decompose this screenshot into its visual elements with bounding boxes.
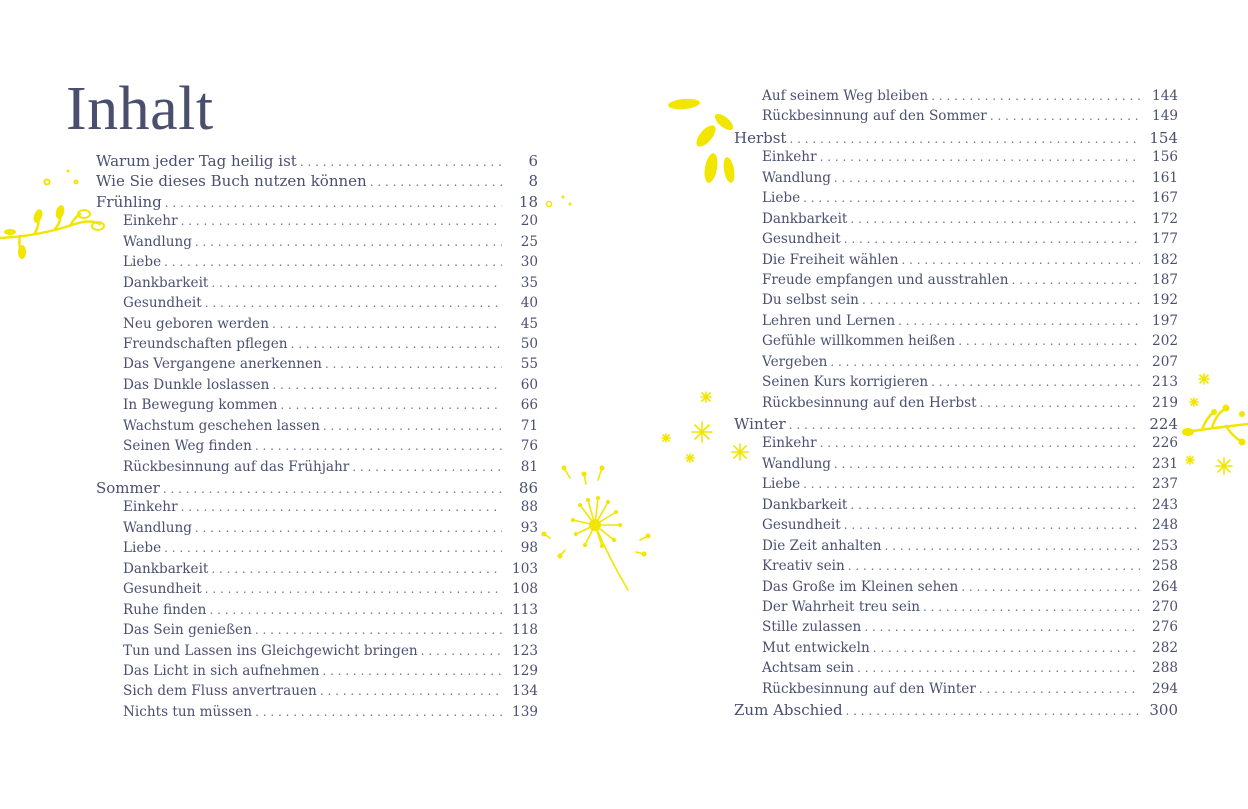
dot-leader bbox=[931, 375, 1140, 389]
dot-leader bbox=[850, 212, 1140, 226]
toc-right-column bbox=[734, 88, 1178, 722]
toc-entry-label: Lehren und Lernen bbox=[762, 313, 898, 329]
toc-page-number: 282 bbox=[1152, 639, 1178, 656]
toc-page-number: 20 bbox=[520, 213, 538, 230]
toc-entry[interactable] bbox=[66, 663, 538, 683]
toc-entry-label: Rückbesinnung auf den Herbst bbox=[762, 395, 980, 411]
dot-leader bbox=[300, 155, 502, 169]
toc-entry[interactable] bbox=[734, 619, 1178, 639]
toc-entry[interactable] bbox=[66, 438, 538, 458]
dot-leader bbox=[211, 562, 502, 576]
toc-entry-label: Liebe bbox=[123, 254, 164, 270]
toc-entry[interactable] bbox=[734, 333, 1178, 353]
dot-leader bbox=[280, 398, 502, 412]
toc-page-number: 243 bbox=[1152, 496, 1178, 513]
dot-leader bbox=[862, 293, 1140, 307]
dot-leader bbox=[789, 418, 1140, 432]
toc-entry-label: Ruhe finden bbox=[123, 602, 209, 618]
toc-entry-label: Wandlung bbox=[123, 234, 195, 250]
toc-entry[interactable] bbox=[66, 316, 538, 336]
toc-entry[interactable] bbox=[734, 231, 1178, 251]
dot-leader bbox=[990, 109, 1140, 123]
spring-branch-icon bbox=[0, 166, 110, 261]
toc-page-number: 248 bbox=[1152, 517, 1178, 534]
toc-page-number: 50 bbox=[520, 335, 538, 352]
toc-entry-label: In Bewegung kommen bbox=[123, 397, 280, 413]
toc-page-number: 144 bbox=[1152, 88, 1178, 104]
dot-leader bbox=[325, 357, 502, 371]
toc-page-number: 118 bbox=[512, 622, 538, 639]
dot-leader bbox=[846, 704, 1140, 718]
toc-entry[interactable] bbox=[66, 683, 538, 703]
toc-page-number: 156 bbox=[1152, 149, 1178, 166]
dot-leader bbox=[164, 255, 502, 269]
toc-page-number: 258 bbox=[1152, 558, 1178, 575]
toc-page-number: 154 bbox=[1149, 128, 1178, 147]
toc-page-number: 55 bbox=[520, 356, 538, 373]
toc-page-number: 172 bbox=[1152, 210, 1178, 227]
dot-leader bbox=[898, 314, 1140, 328]
toc-entry-label: Einkehr bbox=[762, 435, 820, 451]
toc-entry-label: Wie Sie dieses Buch nutzen können bbox=[96, 172, 370, 190]
toc-entry-label: Gefühle willkommen heißen bbox=[762, 333, 958, 349]
toc-entry-label: Gesundheit bbox=[123, 581, 205, 597]
dot-leader bbox=[857, 661, 1140, 675]
toc-entry-label: Sich dem Fluss anvertrauen bbox=[123, 683, 320, 699]
toc-entry-label: Gesundheit bbox=[762, 231, 844, 247]
toc-entry[interactable] bbox=[66, 213, 538, 233]
toc-entry[interactable] bbox=[66, 275, 538, 295]
dot-leader bbox=[421, 644, 502, 658]
dot-leader bbox=[255, 705, 502, 719]
dot-leader bbox=[370, 175, 502, 189]
toc-entry[interactable] bbox=[734, 579, 1178, 599]
snowflakes-icon bbox=[656, 388, 756, 468]
toc-entry-label: Tun und Lassen ins Gleichgewicht bringen bbox=[123, 643, 421, 659]
toc-entry[interactable] bbox=[734, 701, 1178, 721]
toc-entry[interactable] bbox=[66, 622, 538, 642]
toc-page-number: 226 bbox=[1152, 435, 1178, 452]
toc-entry[interactable] bbox=[734, 476, 1178, 496]
toc-page-number: 149 bbox=[1152, 108, 1178, 125]
toc-entry[interactable] bbox=[734, 190, 1178, 210]
toc-page-number: 123 bbox=[512, 642, 538, 659]
toc-page-number: 213 bbox=[1152, 374, 1178, 391]
toc-entry[interactable] bbox=[66, 540, 538, 560]
dot-leader bbox=[323, 419, 502, 433]
dot-leader bbox=[291, 337, 502, 351]
toc-entry[interactable] bbox=[734, 558, 1178, 578]
autumn-leaves-icon bbox=[664, 92, 744, 192]
dot-leader bbox=[820, 436, 1140, 450]
toc-entry-label: Dankbarkeit bbox=[762, 497, 850, 513]
dot-leader bbox=[979, 682, 1140, 696]
toc-page-number: 192 bbox=[1152, 292, 1178, 309]
toc-page-number: 66 bbox=[520, 397, 538, 414]
dot-leader bbox=[873, 641, 1140, 655]
toc-entry[interactable] bbox=[734, 456, 1178, 476]
toc-entry-label: Frühling bbox=[96, 193, 165, 211]
dot-leader bbox=[850, 498, 1140, 512]
toc-entry[interactable] bbox=[66, 193, 538, 213]
toc-entry[interactable] bbox=[66, 377, 538, 397]
toc-page-number: 207 bbox=[1152, 353, 1178, 370]
toc-page-number: 113 bbox=[512, 601, 538, 618]
dot-leader bbox=[958, 334, 1140, 348]
toc-entry[interactable] bbox=[66, 499, 538, 519]
toc-page-number: 288 bbox=[1152, 660, 1178, 677]
toc-entry-label: Dankbarkeit bbox=[762, 211, 850, 227]
toc-page-number: 300 bbox=[1149, 701, 1178, 720]
dot-leader bbox=[211, 276, 502, 290]
toc-entry-label: Gesundheit bbox=[123, 295, 205, 311]
toc-entry-label: Winter bbox=[734, 415, 789, 433]
toc-entry-label: Kreativ sein bbox=[762, 558, 848, 574]
toc-entry-label: Mut entwickeln bbox=[762, 640, 873, 656]
toc-entry[interactable] bbox=[66, 254, 538, 274]
toc-page-number: 40 bbox=[520, 295, 538, 312]
toc-page-number: 35 bbox=[520, 274, 538, 291]
dot-leader bbox=[205, 582, 502, 596]
toc-entry-label: Der Wahrheit treu sein bbox=[762, 599, 923, 615]
toc-entry-label: Freundschaften pflegen bbox=[123, 336, 291, 352]
dot-leader bbox=[1011, 273, 1140, 287]
dot-leader bbox=[902, 253, 1140, 267]
toc-page-number: 276 bbox=[1152, 619, 1178, 636]
toc-page-number: 81 bbox=[520, 458, 538, 475]
toc-entry-label: Die Zeit anhalten bbox=[762, 538, 885, 554]
toc-entry-label: Wachstum geschehen lassen bbox=[123, 418, 323, 434]
toc-entry-label: Einkehr bbox=[762, 149, 820, 165]
dandelion-icon bbox=[540, 460, 660, 595]
dot-leader bbox=[848, 559, 1140, 573]
dot-leader bbox=[830, 355, 1140, 369]
toc-page-number: 264 bbox=[1152, 578, 1178, 595]
toc-entry[interactable] bbox=[734, 395, 1178, 415]
dot-leader bbox=[272, 378, 502, 392]
dot-leader bbox=[961, 580, 1140, 594]
toc-page-number: 76 bbox=[520, 438, 538, 455]
toc-entry[interactable] bbox=[734, 435, 1178, 455]
toc-entry-label: Du selbst sein bbox=[762, 292, 862, 308]
toc-entry-label: Seinen Weg finden bbox=[123, 438, 255, 454]
dot-leader bbox=[205, 296, 502, 310]
toc-entry-label: Stille zulassen bbox=[762, 619, 864, 635]
toc-entry-label: Rückbesinnung auf den Sommer bbox=[762, 108, 990, 124]
dots-icon bbox=[544, 194, 574, 210]
toc-entry[interactable] bbox=[66, 459, 538, 479]
toc-entry[interactable] bbox=[66, 295, 538, 315]
dot-leader bbox=[195, 235, 502, 249]
toc-entry[interactable] bbox=[734, 108, 1178, 128]
toc-page-number: 237 bbox=[1152, 476, 1178, 493]
toc-entry[interactable] bbox=[66, 479, 538, 499]
dot-leader bbox=[844, 518, 1140, 532]
toc-page-number: 98 bbox=[520, 540, 538, 557]
toc-entry[interactable] bbox=[734, 415, 1178, 435]
toc-entry[interactable] bbox=[66, 602, 538, 622]
toc-entry[interactable] bbox=[66, 520, 538, 540]
toc-page-number: 231 bbox=[1152, 455, 1178, 472]
toc-page-number: 71 bbox=[520, 417, 538, 434]
toc-entry[interactable] bbox=[734, 681, 1178, 701]
toc-entry[interactable] bbox=[66, 152, 538, 172]
toc-entry-label: Neu geboren werden bbox=[123, 316, 272, 332]
toc-entry-label: Auf seinem Weg bleiben bbox=[762, 88, 931, 104]
toc-entry[interactable] bbox=[734, 660, 1178, 680]
toc-entry[interactable] bbox=[66, 418, 538, 438]
toc-entry[interactable] bbox=[734, 272, 1178, 292]
toc-entry-label: Das Sein genießen bbox=[123, 622, 255, 638]
toc-page-number: 182 bbox=[1152, 251, 1178, 268]
toc-entry[interactable] bbox=[66, 704, 538, 724]
toc-entry-label: Vergeben bbox=[762, 354, 830, 370]
dot-leader bbox=[820, 150, 1140, 164]
toc-entry[interactable] bbox=[734, 354, 1178, 374]
toc-page-number: 25 bbox=[520, 233, 538, 250]
toc-entry-label: Wandlung bbox=[762, 170, 834, 186]
dot-leader bbox=[885, 539, 1140, 553]
toc-entry-label: Wandlung bbox=[762, 456, 834, 472]
toc-page-number: 60 bbox=[520, 376, 538, 393]
toc-page-number: 177 bbox=[1152, 231, 1178, 248]
toc-page-number: 86 bbox=[518, 479, 538, 497]
toc-entry[interactable] bbox=[66, 172, 538, 192]
dot-leader bbox=[834, 457, 1140, 471]
toc-entry[interactable] bbox=[734, 497, 1178, 517]
toc-entry[interactable] bbox=[734, 292, 1178, 312]
toc-entry-label: Nichts tun müssen bbox=[123, 704, 255, 720]
toc-page-number: 45 bbox=[520, 315, 538, 332]
toc-entry[interactable] bbox=[734, 129, 1178, 149]
dot-leader bbox=[165, 196, 502, 210]
toc-entry[interactable] bbox=[66, 356, 538, 376]
toc-page-number: 134 bbox=[512, 683, 538, 700]
toc-entry[interactable] bbox=[734, 252, 1178, 272]
toc-entry[interactable] bbox=[734, 640, 1178, 660]
dot-leader bbox=[320, 684, 502, 698]
toc-page-number: 224 bbox=[1149, 415, 1178, 433]
toc-entry[interactable] bbox=[734, 170, 1178, 190]
toc-page-number: 197 bbox=[1152, 312, 1178, 329]
toc-entry-label: Freude empfangen und ausstrahlen bbox=[762, 272, 1011, 288]
dot-leader bbox=[322, 664, 502, 678]
dot-leader bbox=[834, 171, 1140, 185]
toc-page-number: 30 bbox=[520, 254, 538, 271]
toc-entry-label: Liebe bbox=[762, 190, 803, 206]
toc-page-number: 187 bbox=[1152, 271, 1178, 288]
toc-entry-label: Wandlung bbox=[123, 520, 195, 536]
toc-entry[interactable] bbox=[66, 234, 538, 254]
toc-page-number: 294 bbox=[1152, 680, 1178, 697]
toc-entry-label: Das Vergangene anerkennen bbox=[123, 356, 325, 372]
toc-page-number: 103 bbox=[512, 560, 538, 577]
toc-entry[interactable] bbox=[734, 599, 1178, 619]
toc-entry[interactable] bbox=[734, 313, 1178, 333]
toc-page-number: 129 bbox=[512, 662, 538, 679]
dot-leader bbox=[163, 482, 502, 496]
toc-entry[interactable] bbox=[734, 88, 1178, 108]
toc-page-number: 18 bbox=[518, 192, 538, 211]
toc-entry-label: Einkehr bbox=[123, 499, 181, 515]
toc-entry[interactable] bbox=[66, 581, 538, 601]
toc-entry[interactable] bbox=[66, 561, 538, 581]
toc-entry-label: Das Dunkle loslassen bbox=[123, 377, 272, 393]
toc-page-number: 219 bbox=[1152, 394, 1178, 411]
dot-leader bbox=[789, 132, 1140, 146]
dot-leader bbox=[931, 89, 1140, 103]
toc-entry[interactable] bbox=[66, 643, 538, 663]
page-title: Inhalt bbox=[66, 75, 214, 143]
toc-entry[interactable] bbox=[734, 374, 1178, 394]
toc-entry-label: Zum Abschied bbox=[734, 701, 846, 719]
toc-entry-label: Sommer bbox=[96, 479, 163, 497]
dot-leader bbox=[923, 600, 1140, 614]
toc-page-number: 270 bbox=[1152, 598, 1178, 615]
toc-entry-label: Liebe bbox=[762, 476, 803, 492]
winter-branch-icon bbox=[1182, 370, 1248, 480]
toc-entry-label: Das Licht in sich aufnehmen bbox=[123, 663, 322, 679]
toc-page-number: 167 bbox=[1152, 190, 1178, 207]
toc-entry-label: Herbst bbox=[734, 129, 789, 147]
dot-leader bbox=[864, 620, 1140, 634]
toc-entry-label: Rückbesinnung auf den Winter bbox=[762, 681, 979, 697]
toc-page-number: 202 bbox=[1152, 333, 1178, 350]
toc-entry[interactable] bbox=[734, 149, 1178, 169]
toc-entry[interactable] bbox=[66, 397, 538, 417]
toc-entry[interactable] bbox=[734, 517, 1178, 537]
dot-leader bbox=[164, 541, 502, 555]
toc-entry-label: Rückbesinnung auf das Frühjahr bbox=[123, 459, 352, 475]
toc-page-number: 93 bbox=[520, 519, 538, 536]
dot-leader bbox=[272, 317, 502, 331]
toc-entry-label: Warum jeder Tag heilig ist bbox=[96, 152, 300, 170]
dot-leader bbox=[255, 623, 502, 637]
toc-left-column bbox=[66, 152, 538, 724]
dot-leader bbox=[980, 396, 1140, 410]
dot-leader bbox=[352, 460, 502, 474]
toc-entry-label: Die Freiheit wählen bbox=[762, 252, 902, 268]
toc-entry[interactable] bbox=[734, 538, 1178, 558]
dot-leader bbox=[844, 232, 1140, 246]
toc-page-number: 88 bbox=[520, 499, 538, 516]
toc-page-number: 139 bbox=[512, 703, 538, 720]
toc-entry-label: Seinen Kurs korrigieren bbox=[762, 374, 931, 390]
toc-page-number: 161 bbox=[1152, 169, 1178, 186]
toc-page-number: 253 bbox=[1152, 537, 1178, 554]
toc-entry[interactable] bbox=[734, 211, 1178, 231]
dot-leader bbox=[181, 214, 502, 228]
toc-entry-label: Einkehr bbox=[123, 213, 181, 229]
toc-entry-label: Das Große im Kleinen sehen bbox=[762, 579, 961, 595]
toc-entry-label: Liebe bbox=[123, 540, 164, 556]
dot-leader bbox=[181, 500, 502, 514]
toc-entry-label: Achtsam sein bbox=[762, 660, 857, 676]
dot-leader bbox=[209, 603, 502, 617]
toc-page-number: 108 bbox=[512, 581, 538, 598]
dot-leader bbox=[803, 191, 1140, 205]
toc-entry[interactable] bbox=[66, 336, 538, 356]
dot-leader bbox=[803, 477, 1140, 491]
dot-leader bbox=[195, 521, 502, 535]
toc-entry-label: Dankbarkeit bbox=[123, 561, 211, 577]
dot-leader bbox=[255, 439, 502, 453]
toc-page-number: 6 bbox=[528, 152, 538, 170]
toc-page-number: 8 bbox=[528, 172, 538, 191]
toc-entry-label: Gesundheit bbox=[762, 517, 844, 533]
toc-entry-label: Dankbarkeit bbox=[123, 275, 211, 291]
